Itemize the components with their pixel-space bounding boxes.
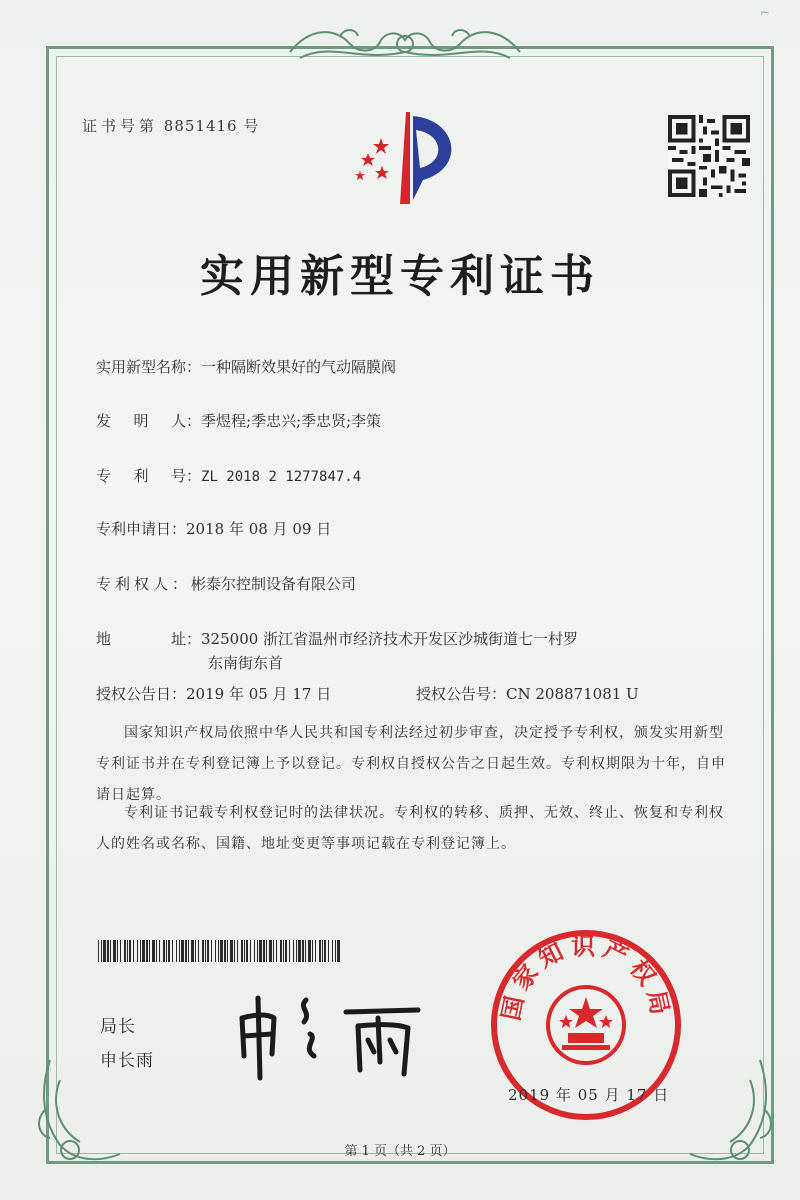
address-label (96, 627, 186, 651)
barcode-bar (335, 940, 336, 962)
field-patentee (96, 573, 356, 594)
barcode-bar (234, 940, 235, 962)
barcode-bar (142, 940, 145, 962)
barcode-bar (319, 940, 321, 962)
patent-number-label-char: 专 (96, 467, 112, 485)
logo-stars (355, 138, 389, 180)
barcode-bar (244, 940, 245, 962)
seal-text: 国家知识产权局 (495, 931, 677, 1023)
body-paragraph-2: 专利证书记载专利权登记时的法律状况。专利权的转移、质押、无效、终止、恢复和专利权人的姓名或名称、国籍、地址变更等事项记载在专利登记簿上。 (96, 805, 724, 852)
barcode-bar (211, 940, 212, 962)
barcode-bar (305, 940, 306, 962)
inventor-label-char: 人 (170, 412, 186, 430)
barcode-bar (337, 940, 340, 962)
patent-number-label (96, 465, 186, 486)
address-label-char: 地 (96, 630, 112, 648)
inventor-label (96, 410, 186, 431)
barcode-bar (322, 940, 323, 962)
barcode-bar (133, 940, 134, 962)
top-ornament (280, 22, 530, 70)
barcode-bar (246, 940, 248, 962)
barcode-bar (137, 940, 138, 962)
address-value-line2: 东南街东首 (208, 654, 284, 672)
barcode-bar (283, 940, 284, 962)
patent-number-colon: ： (186, 467, 202, 485)
barcode-bar (113, 940, 116, 962)
barcode (98, 940, 342, 962)
inventor-label-char: 明 (133, 412, 149, 430)
barcode-bar (166, 940, 167, 962)
barcode-bar (110, 940, 111, 962)
barcode-bar (140, 940, 141, 962)
field-patent-number (96, 465, 361, 486)
inventor-colon: ： (186, 412, 202, 430)
field-grant-number (416, 683, 639, 704)
director-title: 局长 (100, 1017, 136, 1037)
barcode-bar (289, 940, 290, 962)
barcode-bar (205, 940, 206, 962)
barcode-bar (237, 940, 238, 962)
barcode-bar (207, 940, 209, 962)
barcode-bar (266, 940, 267, 962)
barcode-bar (227, 940, 228, 962)
barcode-bar (324, 940, 326, 962)
seal-date: 2019 年 05 月 17 日 (508, 1086, 670, 1104)
director-signature (228, 978, 438, 1088)
barcode-bar (302, 940, 304, 962)
certificate-number-suffix: 号 (243, 117, 260, 135)
barcode-bar (241, 940, 243, 962)
barcode-bar (176, 940, 177, 962)
barcode-bar (149, 940, 150, 962)
barcode-bar (129, 940, 131, 962)
barcode-bar (285, 940, 287, 962)
patentee-label: 专利权人： (96, 575, 192, 593)
barcode-bar (224, 940, 226, 962)
field-grant-date (96, 683, 331, 704)
barcode-bar (127, 940, 128, 962)
field-filing-date (96, 518, 331, 539)
barcode-bar (215, 940, 216, 962)
barcode-bar (168, 940, 170, 962)
barcode-bar (332, 940, 333, 962)
national-emblem (548, 987, 624, 1063)
barcode-bar (273, 940, 274, 962)
certificate-number (82, 115, 259, 136)
patent-number-label-char: 利 (133, 467, 149, 485)
patent-number-label-char: 号 (170, 467, 186, 485)
barcode-bar (185, 940, 187, 962)
barcode-bar (188, 940, 189, 962)
barcode-bar (293, 940, 294, 962)
barcode-bar (280, 940, 282, 962)
barcode-bar (163, 940, 165, 962)
barcode-bar (308, 940, 311, 962)
inventor-label-char: 发 (96, 412, 112, 430)
inventor-value: 季煜程;季忠兴;季忠贤;李策 (201, 412, 382, 430)
field-utility-model-name (96, 356, 396, 377)
page-number: 第 1 页（共 2 页） (344, 1144, 456, 1159)
barcode-bar (202, 940, 204, 962)
grant-date-label: 授权公告日： (96, 685, 187, 703)
barcode-bar (146, 940, 148, 962)
corner-mark: ⌐ (759, 5, 771, 21)
certificate-number-value: 8851416 (163, 117, 238, 135)
barcode-bar (296, 940, 297, 962)
barcode-bar (198, 940, 199, 962)
barcode-bar (181, 940, 184, 962)
barcode-bar (315, 940, 316, 962)
filing-date-value: 2018 年 08 月 09 日 (186, 520, 332, 538)
grant-number-label: 授权公告号： (416, 685, 507, 703)
address-value-line1: 325000 浙江省温州市经济技术开发区沙城街道七一村罗 (201, 630, 579, 648)
qr-code (668, 115, 750, 197)
barcode-bar (159, 940, 160, 962)
field-inventor (96, 410, 381, 431)
barcode-bar (124, 940, 126, 962)
barcode-bar (117, 940, 118, 962)
barcode-bar (220, 940, 223, 962)
barcode-bar (218, 940, 219, 962)
barcode-bar (254, 940, 255, 962)
barcode-bar (152, 940, 155, 962)
barcode-bar (230, 940, 233, 962)
utility-name-value: 一种隔断效果好的气动隔膜阀 (201, 358, 397, 376)
barcode-bar (312, 940, 313, 962)
grant-date-value: 2019 年 05 月 17 日 (186, 685, 332, 703)
address-label-char: 址 (170, 630, 186, 648)
patent-number-value: ZL 2018 2 1277847.4 (201, 469, 362, 485)
barcode-bar (195, 940, 196, 962)
barcode-bar (298, 940, 301, 962)
certificate-title: 实用新型专利证书 (200, 251, 600, 302)
barcode-bar (276, 940, 277, 962)
barcode-bar (172, 940, 173, 962)
director-name: 申长雨 (100, 1051, 154, 1071)
grant-number-value: CN 208871081 U (506, 685, 639, 703)
barcode-bar (179, 940, 180, 962)
barcode-bar (98, 940, 99, 962)
barcode-bar (103, 940, 106, 962)
barcode-bar (191, 940, 194, 962)
filing-date-label: 专利申请日： (96, 520, 187, 538)
barcode-bar (263, 940, 265, 962)
field-address (96, 627, 578, 675)
barcode-bar (101, 940, 102, 962)
barcode-bar (250, 940, 251, 962)
barcode-bar (259, 940, 262, 962)
cnipa-logo (348, 108, 476, 208)
utility-name-label: 实用新型名称： (96, 358, 202, 376)
address-colon: ： (186, 630, 202, 648)
barcode-bar (156, 940, 157, 962)
patentee-value: 彬泰尔控制设备有限公司 (191, 575, 357, 593)
barcode-bar (328, 940, 329, 962)
barcode-bar (107, 940, 109, 962)
barcode-bar (269, 940, 272, 962)
barcode-bar (120, 940, 121, 962)
certificate-number-label: 证书号第 (82, 117, 159, 135)
body-paragraph-1: 国家知识产权局依照中华人民共和国专利法经过初步审查，决定授予专利权，颁发实用新型专利证书并在专利登记簿上予以登记。专利权自授权公告之日起生效。专利权期限为十年，自申请日起算。 (96, 725, 726, 803)
barcode-bar (257, 940, 258, 962)
